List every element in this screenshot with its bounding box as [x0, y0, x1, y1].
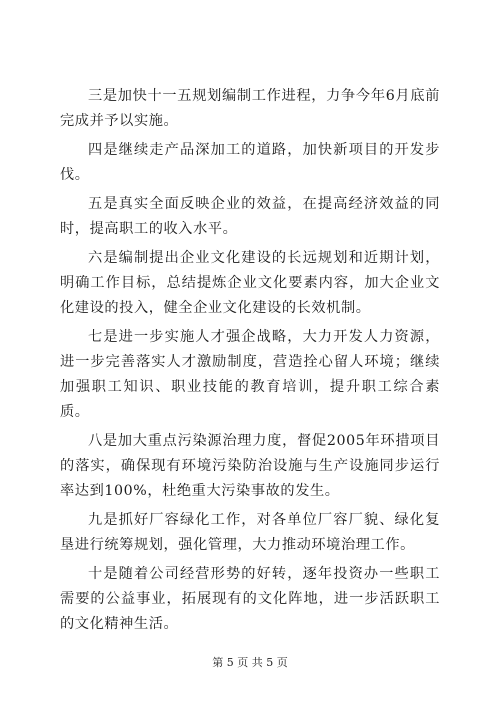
page-footer: [0, 654, 500, 670]
paragraph-8: 八是加大重点污染源治理力度，督促2005年环措项目的落实，确保现有环境污染防治设施与生产设施同步运行率达到100%，杜绝重大污染事故的发生。: [60, 433, 440, 499]
paragraph-4: 四是继续走产品深加工的道路，加快新项目的开发步伐。: [60, 142, 440, 183]
paragraph-7: 七是进一步实施人才强企战略，大力开发人力资源，进一步完善落实人才激励制度，营造拴心留人环境；继续加强职工知识、职业技能的教育培训，提升职工综合素质。: [60, 329, 440, 420]
paragraph-5: 五是真实全面反映企业的效益，在提高经济效益的同时，提高职工的收入水平。: [60, 196, 440, 237]
paragraph-6: 六是编制提出企业文化建设的长远规划和近期计划，明确工作目标，总结提炼企业文化要素内容，加大企业文化建设的投入，健全企业文化建设的长效机制。: [60, 250, 440, 316]
page-number-label: 第 5 页 共 5 页: [212, 656, 288, 669]
paragraph-10: 十是随着公司经营形势的好转，逐年投资办一些职工需要的公益事业，拓展现有的文化阵地，进一步活跃职工的文化精神生活。: [60, 566, 440, 632]
document-body: [60, 84, 440, 641]
paragraph-9: 九是抓好厂容绿化工作，对各单位厂容厂貌、绿化复垦进行统筹规划，强化管理，大力推动环境治理工作。: [60, 512, 440, 553]
paragraph-3: 三是加快十一五规划编制工作进程，力争今年6月底前完成并予以实施。: [60, 88, 440, 129]
